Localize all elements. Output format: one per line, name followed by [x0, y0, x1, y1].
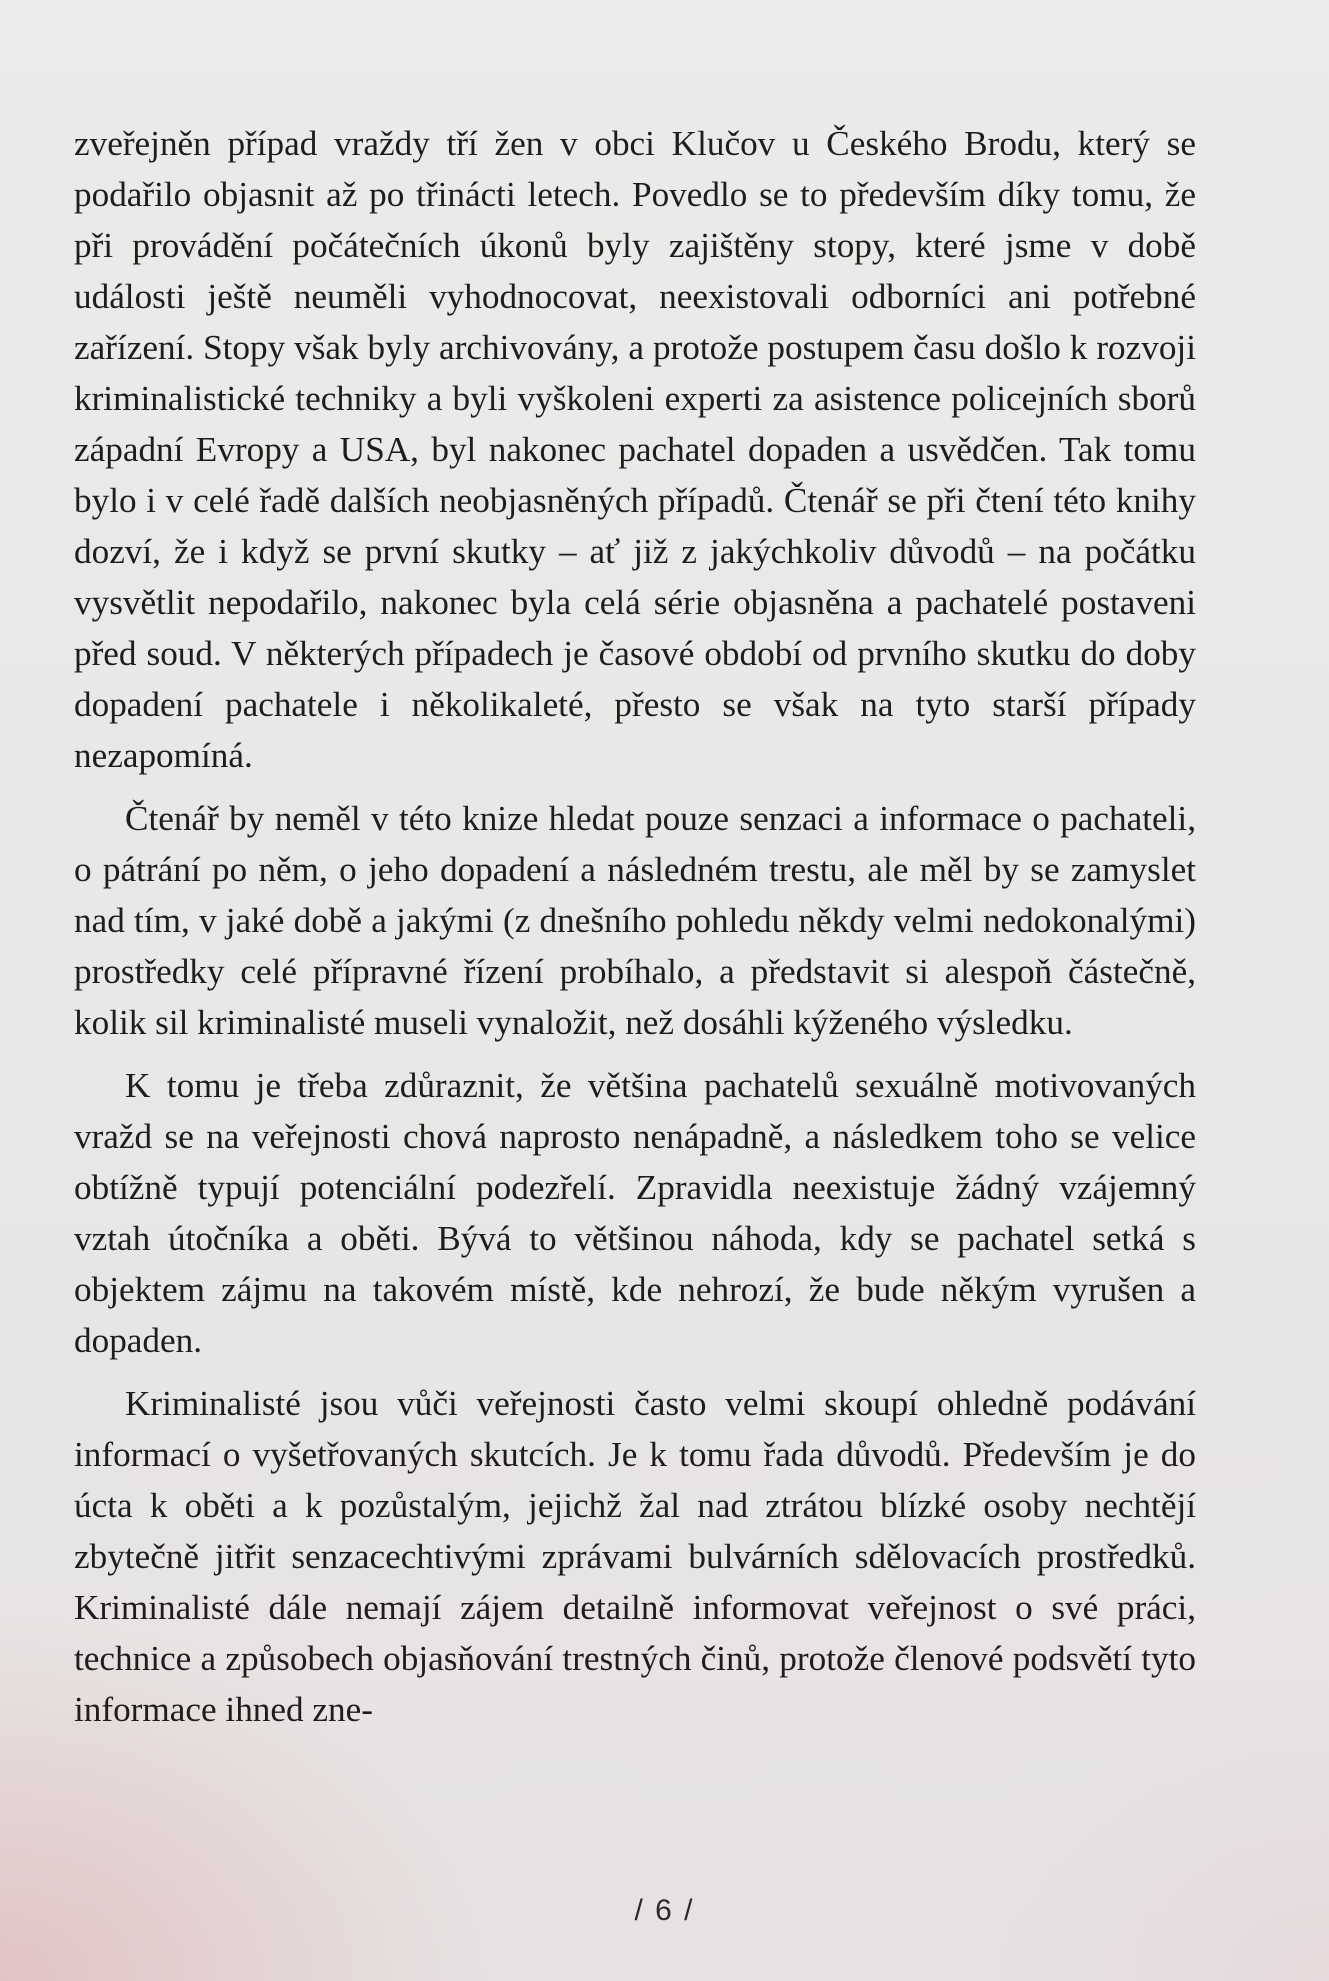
paragraph-3: K tomu je třeba zdůraznit, že většina pachatelů sexuálně motivovaných vražd se na veřejnosti chová naprosto nenápadně, a následkem toho se velice obtížně typují potenciální podezřelí. Zpravidla neexistuje žádný vzájemný vztah útočníka a oběti. Bývá to většinou náhoda, kdy se pachatel setká s objektem zájmu na takovém místě, kde nehrozí, že bude někým vyrušen a dopaden. [74, 1066, 1196, 1360]
paragraph-1: zveřejněn případ vraždy tří žen v obci Klučov u Českého Brodu, který se podařilo objasnit až po třinácti letech. Povedlo se to především díky tomu, že při provádění počátečních úkonů byly zajištěny stopy, které jsme v době události ještě neuměli vyhodnocovat, neexistovali odborníci ani potřebné zařízení. Stopy však byly archivovány, a protože postupem času došlo k rozvoji kriminalistické techniky a byli vyškoleni experti za asistence policejních sborů západní Evropy a USA, byl nakonec pachatel dopaden a usvědčen. Tak tomu bylo i v celé řadě dalších neobjasněných případů. Čtenář se při čtení této knihy dozví, že i když se první skutky – ať již z jakýchkoliv důvodů – na počátku vysvětlit nepodařilo, nakonec byla celá série objasněna a pachatelé postaveni před soud. V některých případech je časové období od prvního skutku do doby dopadení pachatele i několikaleté, přesto se však na tyto starší případy nezapomíná. [74, 124, 1196, 775]
paragraph-2: Čtenář by neměl v této knize hledat pouze senzaci a informace o pachateli, o pátrání po něm, o jeho dopadení a následném trestu, ale měl by se zamyslet nad tím, v jaké době a jakými (z dnešního pohledu někdy velmi nedokonalými) prostředky celé přípravné řízení probíhalo, a představit si alespoň částečně, kolik sil kriminalisté museli vynaložit, než dosáhli kýženého výsledku. [74, 799, 1196, 1042]
body-text [74, 118, 1196, 1747]
paragraph-4: Kriminalisté jsou vůči veřejnosti často velmi skoupí ohledně podávání informací o vyšetřovaných skutcích. Je k tomu řada důvodů. Především je do úcta k oběti a k pozůstalým, jejichž žal nad ztrátou blízké osoby nechtějí zbytečně jitřit senzacechtivými zprávami bulvárních sdělovacích prostředků. Kriminalisté dále nemají zájem detailně informovat veřejnost o své práci, technice a způsobech objasňování trestných činů, protože členové podsvětí tyto informace ihned zne- [74, 1384, 1196, 1729]
page-number: / 6 / [634, 1894, 695, 1927]
